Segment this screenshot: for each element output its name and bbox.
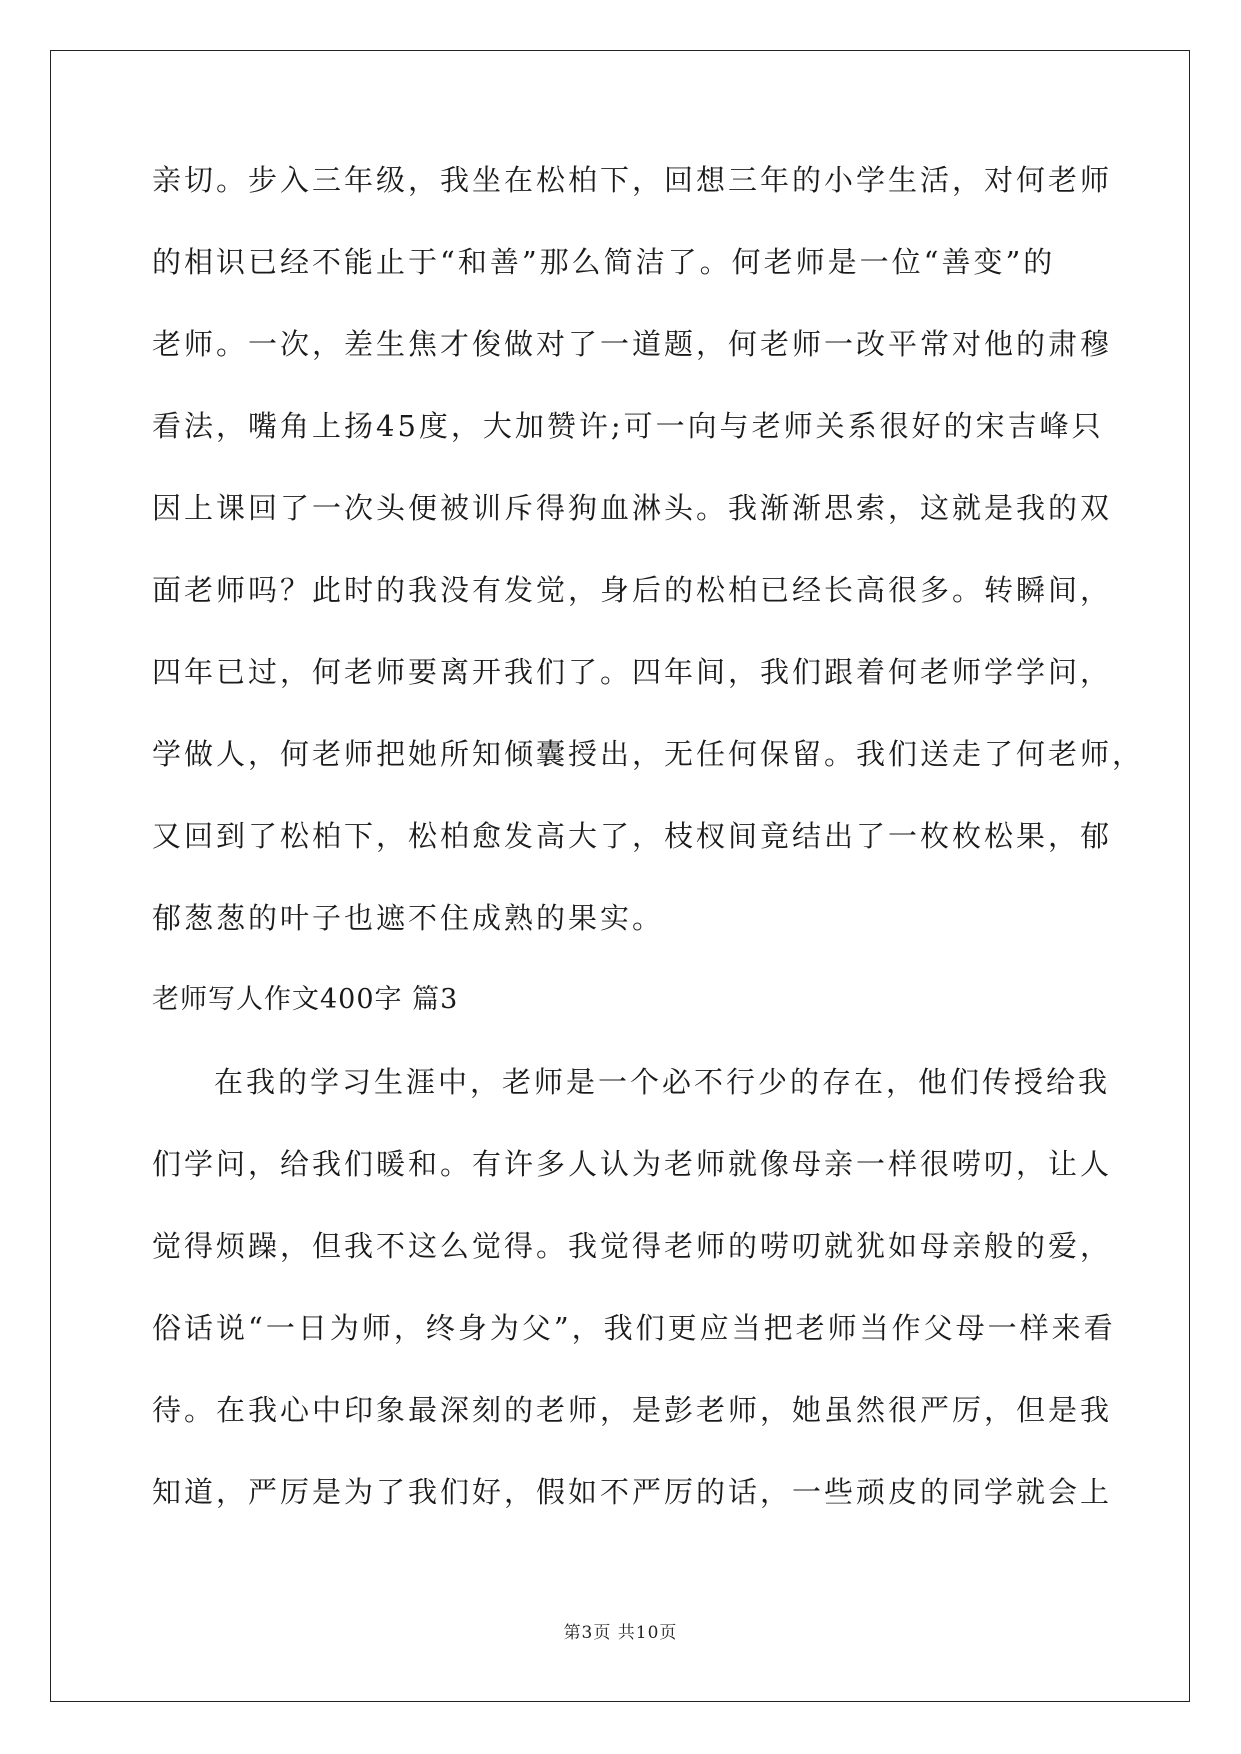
text-line: 面老师吗？此时的我没有发觉，身后的松柏已经长高很多。转瞬间， bbox=[152, 573, 1113, 607]
text-line: 郁葱葱的叶子也遮不住成熟的果实。 bbox=[152, 901, 665, 935]
text-line: 觉得烦躁，但我不这么觉得。我觉得老师的唠叨就犹如母亲般的爱， bbox=[152, 1229, 1113, 1263]
text-line: 又回到了松柏下，松柏愈发高大了，枝杈间竟结出了一枚枚松果，郁 bbox=[152, 819, 1113, 853]
text-line: 待。在我心中印象最深刻的老师，是彭老师，她虽然很严厉，但是我 bbox=[152, 1393, 1113, 1427]
text-line: 的相识已经不能止于“和善”那么简洁了。何老师是一位“善变”的 bbox=[152, 245, 1056, 279]
text-line: 因上课回了一次头便被训斥得狗血淋头。我渐渐思索，这就是我的双 bbox=[152, 491, 1113, 525]
text-line: 四年已过，何老师要离开我们了。四年间，我们跟着何老师学学问， bbox=[152, 655, 1113, 689]
text-line: 老师。一次，差生焦才俊做对了一道题，何老师一改平常对他的肃穆 bbox=[152, 327, 1113, 361]
text-line: 知道，严厉是为了我们好，假如不严厉的话，一些顽皮的同学就会上 bbox=[152, 1475, 1113, 1509]
text-line: 们学问，给我们暖和。有许多人认为老师就像母亲一样很唠叨，让人 bbox=[152, 1147, 1113, 1181]
text-line: 看法，嘴角上扬45度，大加赞许;可一向与老师关系很好的宋吉峰只 bbox=[152, 409, 1104, 443]
page-number-footer: 第3页 共10页 bbox=[563, 1623, 678, 1643]
text-line: 亲切。步入三年级，我坐在松柏下，回想三年的小学生活，对何老师 bbox=[152, 163, 1113, 197]
section-heading: 老师写人作文400字 篇3 bbox=[152, 984, 459, 1015]
text-line: 俗话说“一日为师，终身为父”，我们更应当把老师当作父母一样来看 bbox=[152, 1311, 1116, 1345]
text-line: 学做人，何老师把她所知倾囊授出，无任何保留。我们送走了何老师， bbox=[152, 737, 1145, 771]
text-line: 在我的学习生涯中，老师是一个必不行少的存在，他们传授给我 bbox=[214, 1065, 1111, 1099]
document-body bbox=[152, 160, 1145, 1554]
